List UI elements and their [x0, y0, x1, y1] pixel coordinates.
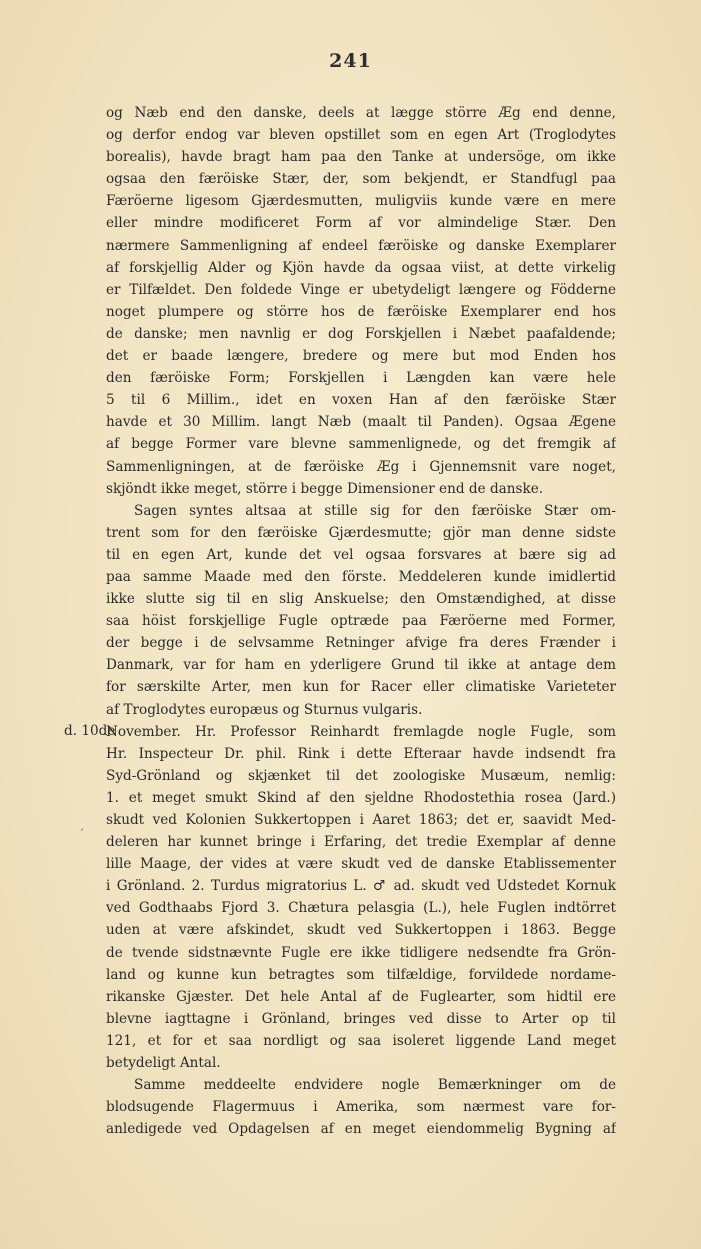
text-line: Sammenligningen, at de færöiske Æg i Gjennemsnit vare noget, [106, 458, 616, 475]
text-line: og Næb end den danske, deels at lægge större Æg end denne, [106, 105, 616, 121]
page-number: 241 [329, 50, 372, 72]
text-line: der begge i de selvsamme Retninger afvige fra deres Frænder i [106, 635, 616, 652]
text-line: deleren har kunnet bringe i Erfaring, det tredie Exemplar af denne [106, 834, 616, 851]
text-line: lille Maage, der vides at være skudt ved de danske Etablissementer [106, 856, 616, 873]
text-line: Sagen syntes altsaa at stille sig for den færöiske Stær om- [134, 502, 616, 519]
text-line: og derfor endog var bleven opstillet som en egen Art (Troglodytes [106, 127, 616, 144]
text-line: ikke slutte sig til en slig Anskuelse; den Omstændighed, at disse [106, 591, 616, 608]
text-line: anledigede ved Opdagelsen af en meget eiendommelig Bygning af [106, 1121, 616, 1138]
text-line: til en egen Art, kunde det vel ogsaa forsvares at bære sig ad [106, 546, 616, 563]
text-line: Samme meddeelte endvidere nogle Bemærkninger om de [134, 1077, 616, 1094]
text-line: havde et 30 Millim. langt Næb (maalt til Panden). Ogsaa Ægene [106, 414, 616, 431]
text-line: 1. et meget smukt Skind af den sjeldne Rhodostethia rosea (Jard.) [106, 789, 616, 806]
text-line: af Troglodytes europæus og Sturnus vulgaris. [106, 701, 423, 718]
text-line: noget plumpere og större hos de færöiske Exemplarer end hos [106, 303, 616, 320]
body-text [106, 102, 616, 1140]
text-line: i Grönland. 2. Turdus migratorius L. ♂ ad. skudt ved Udstedet Kornuk [106, 878, 616, 895]
text-line: saa höist forskjellige Fugle optræde paa Færöerne med Former, [106, 613, 616, 630]
text-line: Hr. Inspecteur Dr. phil. Rink i dette Efteraar havde indsendt fra [106, 745, 616, 762]
text-line: det er baade længere, bredere og mere but mod Enden hos [106, 348, 616, 365]
text-line: 5 til 6 Millim., idet en voxen Han af den færöiske Stær [106, 392, 616, 409]
text-line: af forskjellig Alder og Kjön havde da ogsaa viist, at dette virkelig [106, 259, 616, 276]
margin-tick-mark: ‘ [80, 826, 84, 840]
text-line: 121, et for et saa nordligt og saa isoleret liggende Land meget [106, 1032, 616, 1049]
text-line: borealis), havde bragt ham paa den Tanke at undersöge, om ikke [106, 149, 616, 166]
text-line: for særskilte Arter, men kun for Racer eller climatiske Varieteter [106, 679, 616, 696]
text-line: ved Godthaabs Fjord 3. Chætura pelasgia (L.), hele Fuglen indtörret [106, 900, 616, 917]
text-line: trent som for den færöiske Gjærdesmutte; gjör man denne sidste [106, 524, 616, 541]
text-line: rikanske Gjæster. Det hele Antal af de Fuglearter, som hidtil ere [106, 988, 616, 1005]
text-line: blodsugende Flagermuus i Amerika, som nærmest vare for- [106, 1099, 616, 1116]
text-line: Færöerne ligesom Gjærdesmutten, muligviis kunde være en mere [106, 193, 616, 210]
text-line: skjöndt ikke meget, större i begge Dimensioner end de danske. [106, 480, 544, 497]
text-line: ogsaa den færöiske Stær, der, som bekjendt, er Standfugl paa [106, 171, 616, 188]
text-line: November. Hr. Professor Reinhardt fremlagde nogle Fugle, som [106, 723, 616, 740]
text-line: blevne iagttagne i Grönland, bringes ved disse to Arter op til [106, 1010, 616, 1027]
text-line: skudt ved Kolonien Sukkertoppen i Aaret 1863; det er, saavidt Med- [106, 812, 616, 828]
text-line: af begge Former vare blevne sammenlignede, og det fremgik af [106, 436, 616, 453]
margin-date-note: d. 10de [64, 723, 116, 739]
text-line: eller mindre modificeret Form af vor almindelige Stær. Den [106, 215, 616, 232]
text-line: uden at være afskindet, skudt ved Sukkertoppen i 1863. Begge [106, 922, 616, 939]
text-line: paa samme Maade med den förste. Meddeleren kunde imidlertid [106, 568, 616, 585]
text-line: nærmere Sammenligning af endeel færöiske og danske Exemplarer [106, 237, 616, 254]
text-line: land og kunne kun betragtes som tilfældige, forvildede nordame- [106, 966, 616, 983]
text-line: de danske; men navnlig er dog Forskjellen i Næbet paafaldende; [106, 325, 616, 342]
text-line: Syd-Grönland og skjænket til det zoologiske Musæum, nemlig: [106, 767, 616, 784]
text-line: den færöiske Form; Forskjellen i Længden kan være hele [106, 370, 616, 387]
text-line: Danmark, var for ham en yderligere Grund til ikke at antage dem [106, 657, 616, 674]
text-line: er Tilfældet. Den foldede Vinge er ubetydeligt længere og Födderne [106, 281, 616, 298]
text-line: de tvende sidstnævnte Fugle ere ikke tidligere nedsendte fra Grön- [106, 944, 616, 961]
text-line: betydeligt Antal. [106, 1055, 221, 1072]
